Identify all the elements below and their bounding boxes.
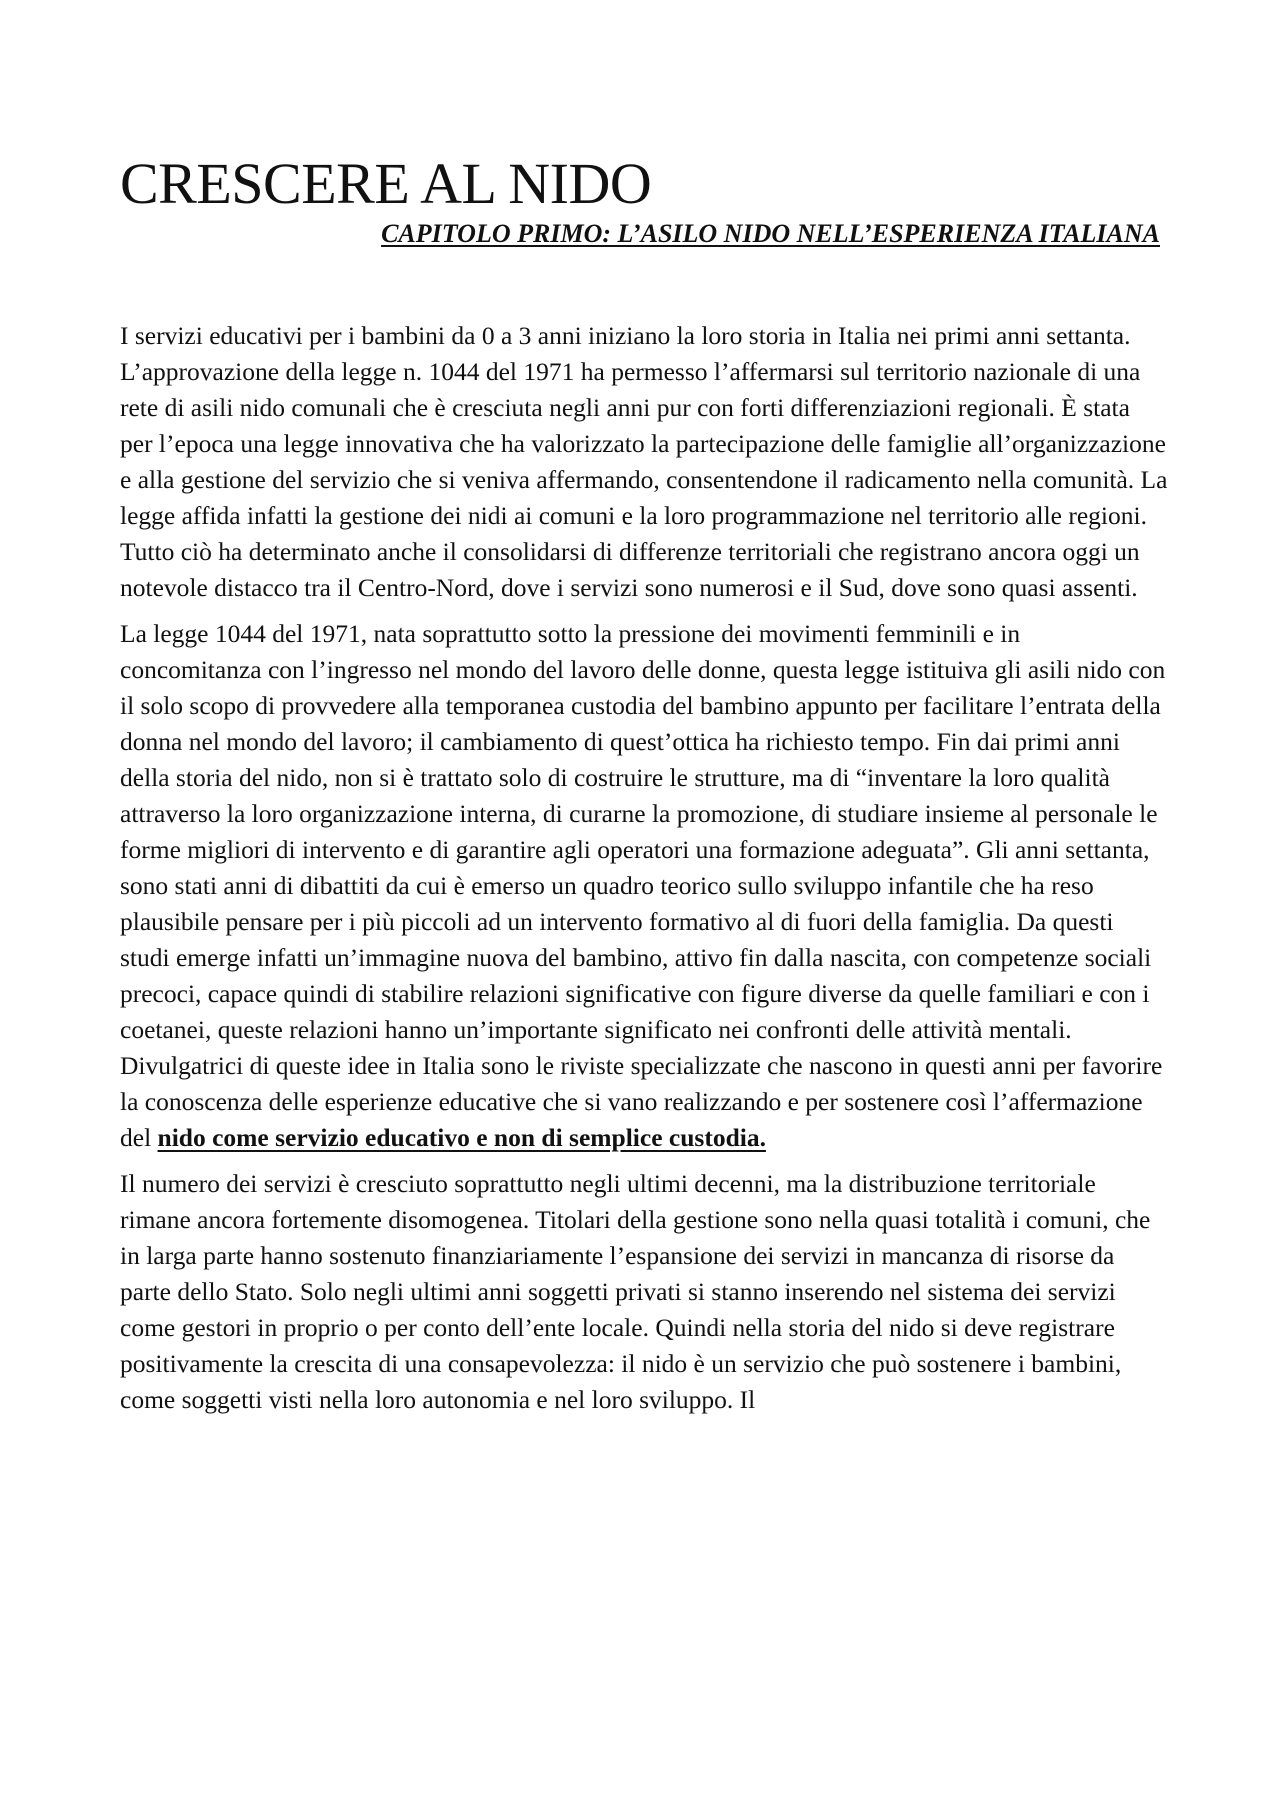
- document-title: CRESCERE AL NIDO: [120, 151, 652, 216]
- paragraph-2-text: La legge 1044 del 1971, nata soprattutto sotto la pressione dei movimenti femminili e in concomitanza con l’ingresso nel mondo del lavoro delle donne, questa legge istituiva gli asili nido con il solo scopo di provvedere alla temporanea custodia del bambino appunto per facilitare l’entrata della donna nel mondo del lavoro; il cambiamento di quest’ottica ha richiesto tempo. Fin dai primi anni della storia del nido, non si è trattato solo di costruire le strutture, ma di “inventare la loro qualità attraverso la loro organizzazione interna, di curarne la promozione, di studiare insieme al personale le forme migliori di intervento e di garantire agli operatori una formazione adeguata”. Gli anni settanta, sono stati anni di dibattiti da cui è emerso un quadro teorico sullo sviluppo infantile che ha reso plausibile pensare per i più piccoli ad un intervento formativo al di fuori della famiglia. Da questi studi emerge infatti un’immagine nuova del bambino, attivo fin dalla nascita, con competenze sociali precoci, capace quindi di stabilire relazioni significative con figure diverse da quelle familiari e con i coetanei, queste relazioni hanno un’importante significato nei confronti delle attività mentali. Divulgatrici di queste idee in Italia sono le riviste specializzate che nascono in questi anni per favorire la conoscenza delle esperienze educative che si vano realizzando e per sostenere così l’affermazione del: [120, 619, 1166, 1152]
- paragraph-3-text: Il numero dei servizi è cresciuto soprattutto negli ultimi decenni, ma la distribuzione territoriale rimane ancora fortemente disomogenea. Titolari della gestione sono nella quasi totalità i comuni, che in larga parte hanno sostenuto finanziariamente l’espansione dei servizi in mancanza di risorse da parte dello Stato. Solo negli ultimi anni soggetti privati si stanno inserendo nel sistema dei servizi come gestori in proprio o per conto dell’ente locale. Quindi nella storia del nido si deve registrare positivamente la crescita di una consapevolezza: il nido è un servizio che può sostenere i bambini, come soggetti visti nella loro autonomia e nel loro sviluppo. Il: [120, 1169, 1151, 1414]
- document-body: [120, 318, 1168, 1428]
- paragraph-1-text: I servizi educativi per i bambini da 0 a 3 anni iniziano la loro storia in Italia nei primi anni settanta. L’approvazione della legge n. 1044 del 1971 ha permesso l’affermarsi sul territorio nazionale di una rete di asili nido comunali che è cresciuta negli anni pur con forti differenziazioni regionali. È stata per l’epoca una legge innovativa che ha valorizzato la partecipazione delle famiglie all’organizzazione e alla gestione del servizio che si veniva affermando, consentendone il radicamento nella comunità. La legge affida infatti la gestione dei nidi ai comuni e la loro programmazione nel territorio alle regioni. Tutto ciò ha determinato anche il consolidarsi di differenze territoriali che registrano ancora oggi un notevole distacco tra il Centro-Nord, dove i servizi sono numerosi e il Sud, dove sono quasi assenti.: [120, 321, 1168, 602]
- paragraph-1: [120, 318, 1168, 606]
- paragraph-3: [120, 1166, 1168, 1418]
- chapter-title: CAPITOLO PRIMO: L’ASILO NIDO NELL’ESPERIENZA ITALIANA: [381, 219, 1160, 248]
- emphasized-phrase: nido come servizio educativo e non di semplice custodia.: [157, 1123, 766, 1152]
- paragraph-2: [120, 616, 1168, 1156]
